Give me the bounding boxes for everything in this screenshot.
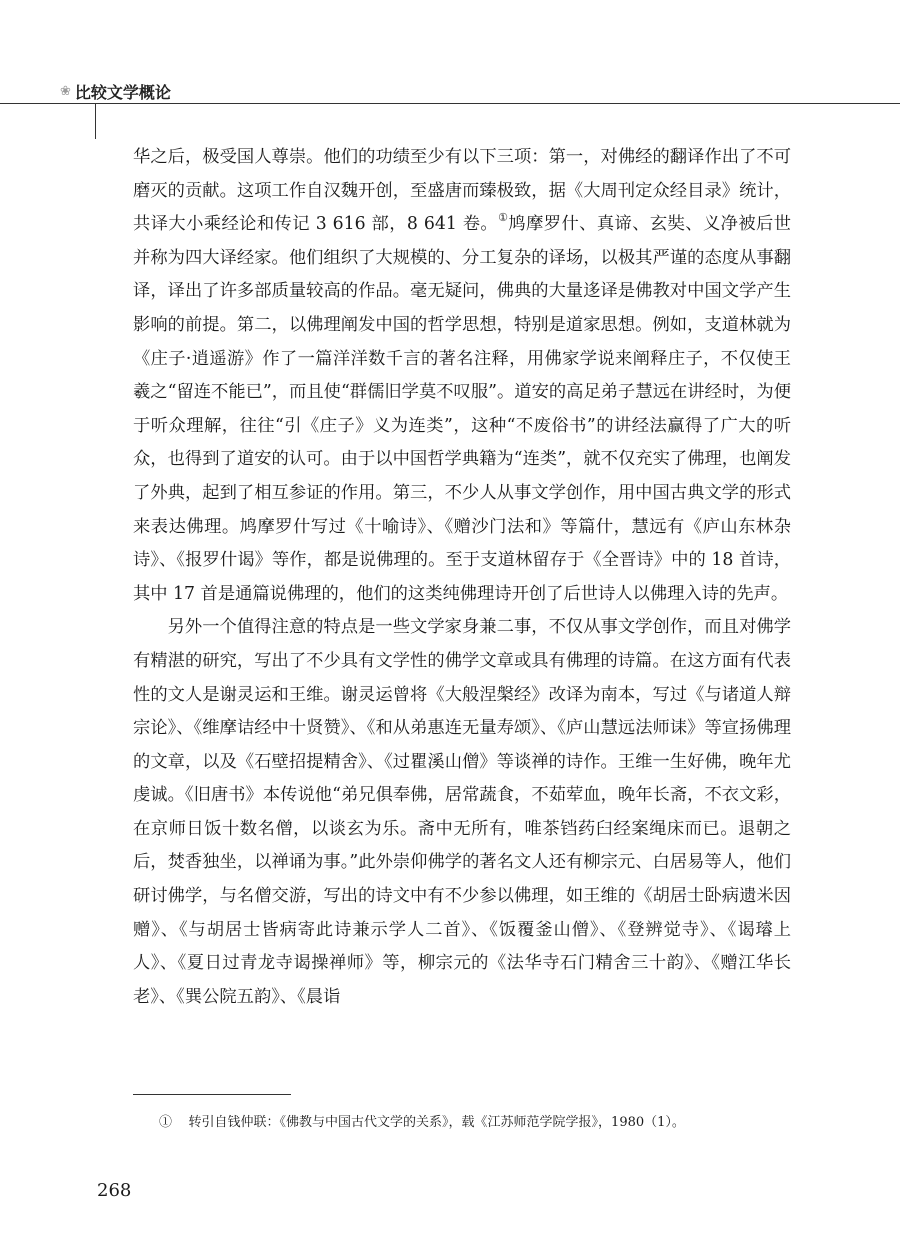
footnote-reference: ① bbox=[498, 211, 509, 225]
footnote-mark: ① bbox=[159, 1115, 173, 1130]
page-number: 268 bbox=[97, 1180, 132, 1201]
running-head bbox=[60, 80, 171, 103]
footnote-text: 转引自钱仲联：《佛教与中国古代文学的关系》，载《江苏师范学院学报》，1980（1）。 bbox=[188, 1115, 685, 1130]
paragraph-1 bbox=[133, 141, 791, 611]
paragraph-1-text-a: 华之后，极受国人尊崇。他们的功绩至少有以下三项：第一，对佛经的翻译作出了不可磨灭的贡献。这项工作自汉魏开创，至盛唐而臻极致，据《大周刊定众经目录》统计，共译大小乘经论和传记 3 616 部，8 641 卷。 bbox=[133, 147, 791, 235]
book-leaf-icon: ❀ bbox=[60, 84, 71, 99]
header-tick bbox=[95, 103, 96, 139]
paragraph-1-text-b: 鸠摩罗什、真谛、玄奘、义净被后世并称为四大译经家。他们组织了大规模的、分工复杂的译场，以极其严谨的态度从事翻译，译出了许多部质量较高的作品。毫无疑问，佛典的大量迻译是佛教对中国文学产生影响的前提。第二，以佛理阐发中国的哲学思想，特别是道家思想。例如，支道林就为《庄子·逍遥游》作了一篇洋洋数千言的著名注释，用佛家学说来阐释庄子，不仅使王羲之“留连不能已”，而且使“群儒旧学莫不叹服”。道安的高足弟子慧远在讲经时，为便于听众理解，往往“引《庄子》义为连类”，这种“不废俗书”的讲经法赢得了广大的听众，也得到了道安的认可。由于以中国哲学典籍为“连类”，就不仅充实了佛理，也阐发了外典，起到了相互参证的作用。第三，不少人从事文学创作，用中国古典文学的形式来表达佛理。鸠摩罗什写过《十喻诗》、《赠沙门法和》等篇什，慧远有《庐山东林杂诗》、《报罗什谒》等作，都是说佛理的。至于支道林留存于《全晋诗》中的 18 首诗，其中 17 首是通篇说佛理的，他们的这类纯佛理诗开创了后世诗人以佛理入诗的先声。 bbox=[133, 214, 791, 604]
paragraph-2: 另外一个值得注意的特点是一些文学家身兼二事，不仅从事文学创作，而且对佛学有精湛的研究，写出了不少具有文学性的佛学文章或具有佛理的诗篇。在这方面有代表性的文人是谢灵运和王维。谢灵运曾将《大般涅槃经》改译为南本，写过《与诸道人辩宗论》、《维摩诘经中十贤赞》、《和从弟惠连无量寿颂》、《庐山慧远法师诔》等宣扬佛理的文章，以及《石壁招提精舍》、《过瞿溪山僧》等谈禅的诗作。王维一生好佛，晚年尤虔诚。《旧唐书》本传说他“弟兄俱奉佛，居常蔬食，不茹荤血，晚年长斋，不衣文彩，在京师日饭十数名僧，以谈玄为乐。斋中无所有，唯茶铛药臼经案绳床而已。退朝之后，焚香独坐，以禅诵为事。”此外崇仰佛学的著名文人还有柳宗元、白居易等人，他们研讨佛学，与名僧交游，写出的诗文中有不少参以佛理，如王维的《胡居士卧病遗米因赠》、《与胡居士皆病寄此诗兼示学人二首》、《饭覆釜山僧》、《登辨觉寺》、《谒璿上人》、《夏日过青龙寺谒操禅师》等，柳宗元的《法华寺石门精舍三十韵》、《赠江华长老》、《巽公院五韵》、《晨诣 bbox=[133, 617, 791, 1007]
header-rule bbox=[0, 103, 900, 104]
main-text bbox=[133, 141, 791, 1014]
book-title: 比较文学概论 bbox=[74, 83, 171, 102]
footnote-rule bbox=[133, 1094, 291, 1095]
footnote bbox=[133, 1110, 791, 1136]
